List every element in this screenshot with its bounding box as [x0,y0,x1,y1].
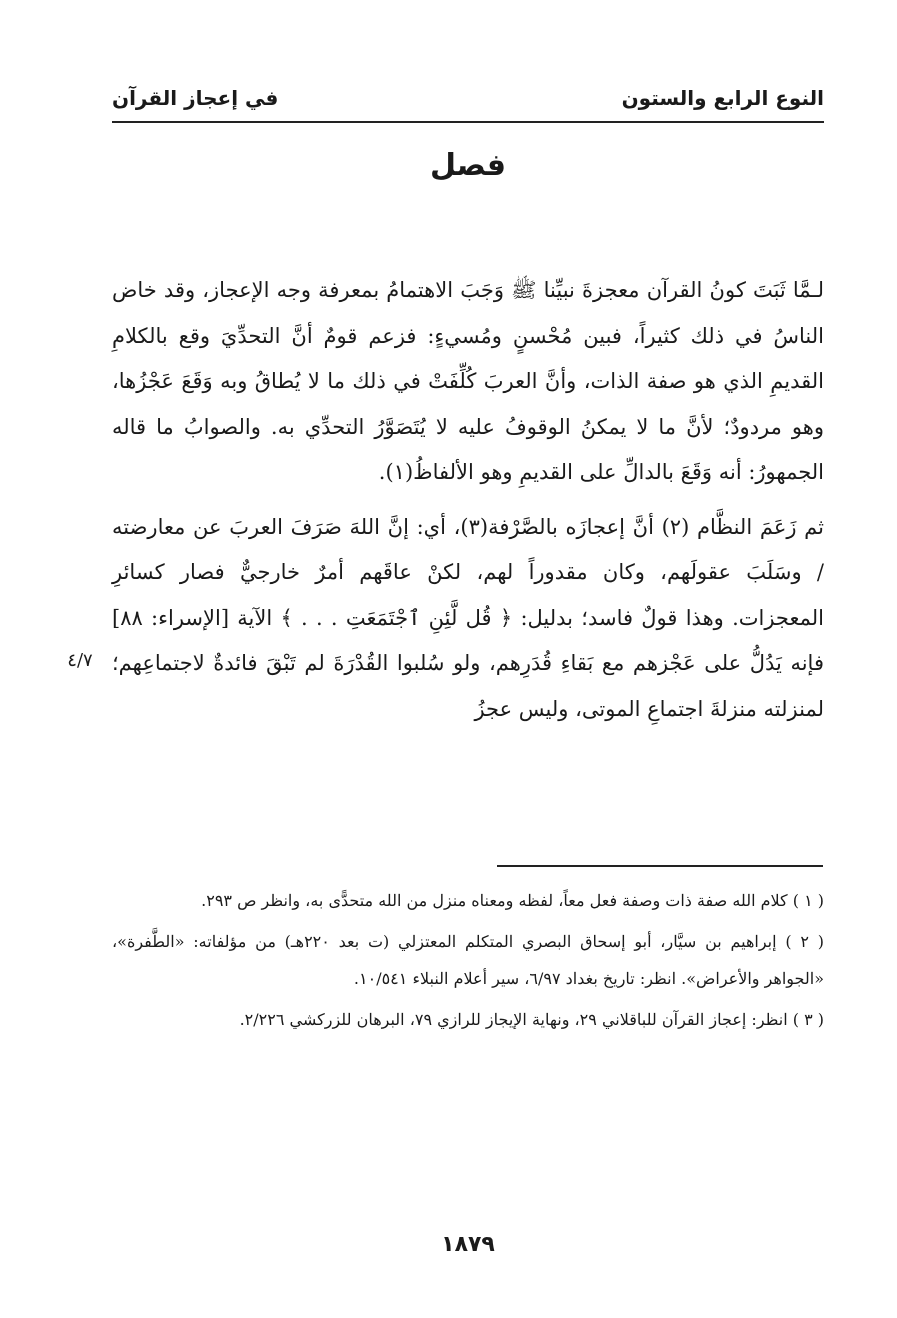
footnote: ( ٢ ) إبراهيم بن سيَّار، أبو إسحاق البصري المتكلم المعتزلي (ت بعد ٢٢٠هـ) من مؤلفاته: «الطَّفرة»، «الجواهر والأعراض». انظر: تاريخ بغداد ٦/٩٧، سير أعلام النبلاء ١٠/٥٤١. [112,932,825,988]
paragraph: ثم زَعَمَ النظَّام (٢) أنَّ إعجازَه بالصَّرْفة(٣)، أي: إنَّ اللهَ صَرَفَ العربَ عن معارضته / وسَلَبَ عقولَهم، وكان مقدوراً لهم، لكنْ عاقَهم أمرٌ خارجيٌّ فصار كسائرِ المعجزات. وهذا قولٌ فاسد؛ بدليل: ﴿ قُل لَّئِنِ ٱجْتَمَعَتِ . . . ﴾ الآية [الإسراء: ٨٨] فإنه يَدُلُّ على عَجْزهم مع بَقاءِ قُدَرِهم، ولو سُلبوا القُدْرَةَ لم تَبْقَ فائدةٌ لاجتماعِهم؛ لمنزلته منزلةَ اجتماعِ الموتى، وليس عجزُ [112,514,824,721]
footnote-rule [497,865,823,867]
footnotes [112,882,824,1042]
paragraph: لـمَّا ثَبَتَ كونُ القرآن معجزةَ نبيِّنا ﷺ وَجَبَ الاهتمامُ بمعرفة وجه الإعجاز، وقد خاض الناسُ في ذلك كثيراً، فبين مُحْسنٍ ومُسيءٍ: فزعم قومٌ أنَّ التحدِّيَ وقع بالكلامِ القديمِ الذي هو صفة الذات، وأنَّ العربَ كُلِّفَتْ في ذلك ما لا يُطاقُ وبه وَقَعَ عَجْزُها، وهو مردودٌ؛ لأنَّ ما لا يمكنُ الوقوفُ عليه لا يُتَصَوَّرُ التحدِّي به. والصوابُ ما قاله الجمهورُ: أنه وَقَعَ بالدالِّ على القديمِ وهو الألفاظُ(١). [112,278,824,484]
page-number: ١٨٧٩ [441,1232,495,1257]
header-rule [112,121,824,123]
running-header-left: في إعجاز القرآن [112,86,279,110]
footnote: ( ١ ) كلام الله صفة ذات وصفة فعل معاً، لفظه ومعناه منزل من الله متحدًّى به، وانظر ص ٢٩٣. [201,891,824,910]
margin-reference: ٤/٧ [67,650,93,671]
footnote: ( ٣ ) انظر: إعجاز القرآن للباقلاني ٢٩، ونهاية الإيجاز للرازي ٧٩، البرهان للزركشي ٢/٢٢٦. [239,1010,824,1029]
chapter-title: فصل [430,148,506,183]
running-header [112,78,824,118]
body-text [112,268,824,732]
running-header-right: النوع الرابع والستون [621,86,824,110]
